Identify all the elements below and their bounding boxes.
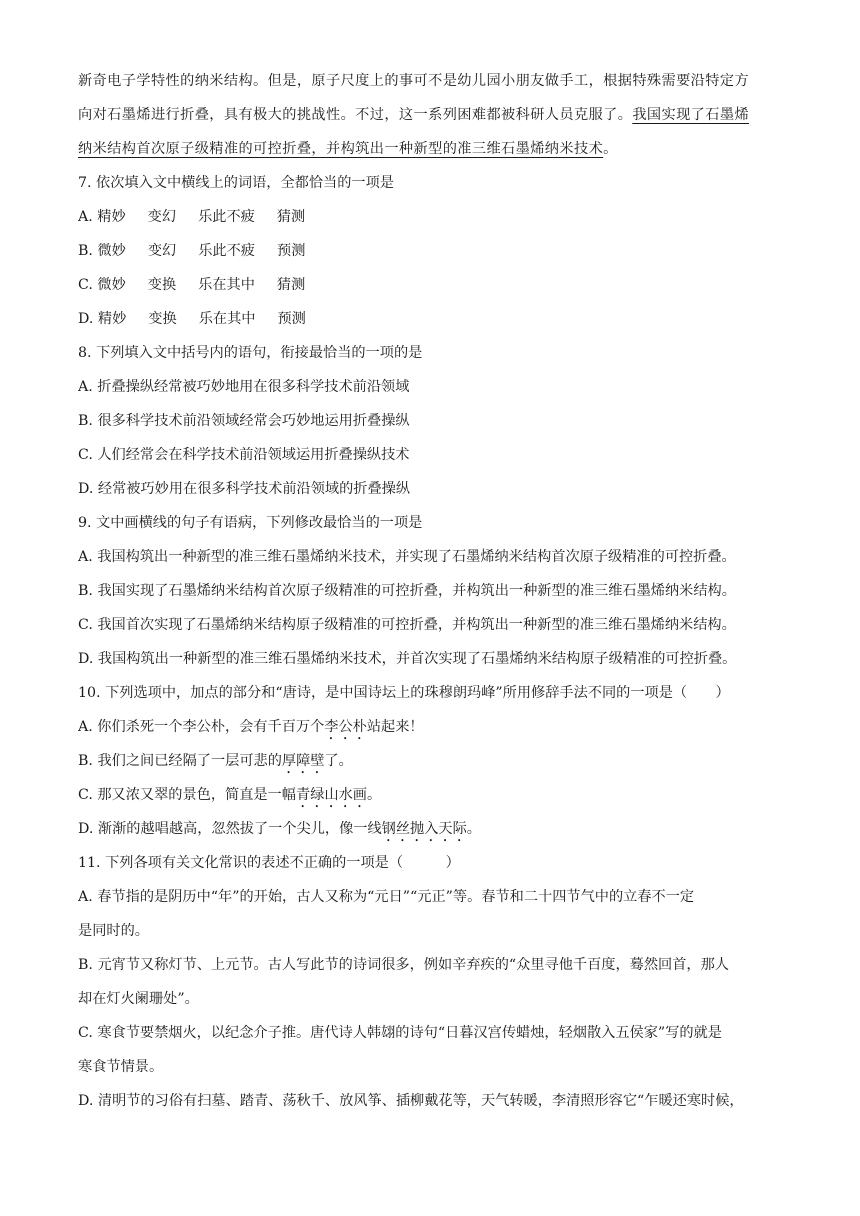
dotted-phrase: 钢丝抛入天际 bbox=[381, 821, 467, 837]
q11-option-a-line2: 是同时的。 bbox=[78, 923, 149, 939]
q7-option-d: D. 精妙 变换 乐在其中 预测 bbox=[78, 311, 306, 327]
q11-option-c-line1: C. 寒食节要禁烟火，以纪念介子推。唐代诗人韩翃的诗句“日暮汉宫传蜡烛，轻烟散入五侯家”写的就是 bbox=[78, 1025, 722, 1041]
q11-option-a-line1: A. 春节指的是阴历中“年”的开始，古人又称为“元日”“元正”等。春节和二十四节气中的立春不一定 bbox=[78, 889, 695, 905]
q8-option-b: B. 很多科学技术前沿领域经常会巧妙地运用折叠操纵 bbox=[78, 413, 410, 429]
q7-option-c: C. 微妙 变换 乐在其中 猜测 bbox=[78, 277, 306, 293]
q11-option-b-line2: 却在灯火阑珊处”。 bbox=[78, 991, 199, 1007]
q10-option-c: C. 那又浓又翠的景色，简直是一幅青绿山水画。 bbox=[78, 787, 382, 803]
q9-option-a: A. 我国构筑出一种新型的准三维石墨烯纳米技术，并实现了石墨烯纳米结构首次原子级精准的可控折叠。 bbox=[78, 549, 736, 565]
q9-option-b: B. 我国实现了石墨烯纳米结构首次原子级精准的可控折叠，并构筑出一种新型的准三维石墨烯纳米结构。 bbox=[78, 583, 736, 599]
underlined-sentence: 我国实现了石墨烯 bbox=[632, 107, 750, 123]
q8-option-d: D. 经常被巧妙用在很多科学技术前沿领域的折叠操纵 bbox=[78, 481, 411, 497]
passage-line bbox=[78, 132, 782, 166]
q11-option-d-line1: D. 清明节的习俗有扫墓、踏青、荡秋千、放风筝、插柳戴花等，天气转暖，李清照形容它“乍暖还寒时候， bbox=[78, 1093, 744, 1109]
q10-option-a: A. 你们杀死一个李公朴，会有千百万个李公朴站起来！ bbox=[78, 719, 424, 735]
passage-line bbox=[78, 98, 782, 132]
q10-option-d: D. 渐渐的越唱越高，忽然拔了一个尖儿，像一线钢丝抛入天际。 bbox=[78, 821, 481, 837]
question-11-stem: 11. 下列各项有关文化常识的表述不正确的一项是（ ） bbox=[78, 855, 460, 871]
q9-option-d: D. 我国构筑出一种新型的准三维石墨烯纳米技术，并首次实现了石墨烯纳米结构原子级精准的可控折叠。 bbox=[78, 651, 737, 667]
q8-option-c: C. 人们经常会在科学技术前沿领域运用折叠操纵技术 bbox=[78, 447, 410, 463]
dotted-phrase: 厚障壁 bbox=[281, 753, 325, 769]
q7-option-b: B. 微妙 变幻 乐此不疲 预测 bbox=[78, 243, 306, 259]
q11-option-b-line1: B. 元宵节又称灯节、上元节。古人写此节的诗词很多，例如辛弃疾的“众里寻他千百度，蓦然回首，那人 bbox=[78, 957, 729, 973]
document-page bbox=[78, 64, 782, 1118]
question-7-stem: 7. 依次填入文中横线上的词语，全都恰当的一项是 bbox=[78, 175, 394, 191]
q9-option-c: C. 我国首次实现了石墨烯纳米结构原子级精准的可控折叠，并构筑出一种新型的准三维石墨烯纳米结构。 bbox=[78, 617, 736, 633]
question-8-stem: 8. 下列填入文中括号内的语句，衔接最恰当的一项的是 bbox=[78, 345, 423, 361]
question-9-stem: 9. 文中画横线的句子有语病，下列修改最恰当的一项是 bbox=[78, 515, 423, 531]
passage-text: 新奇电子学特性的纳米结构。但是，原子尺度上的事可不是幼儿园小朋友做手工，根据特殊需要沿特定方 bbox=[78, 73, 750, 89]
q11-option-c-line2: 寒食节情景。 bbox=[78, 1059, 164, 1075]
q7-option-a: A. 精妙 变幻 乐此不疲 猜测 bbox=[78, 209, 306, 225]
dotted-phrase: 青绿山水画 bbox=[296, 787, 367, 803]
passage-text: 。 bbox=[603, 141, 618, 157]
underlined-sentence: 纳米结构首次原子级精准的可控折叠，并构筑出一种新型的准三维石墨烯纳米技术 bbox=[78, 141, 604, 157]
q10-option-b: B. 我们之间已经隔了一层可悲的厚障壁了。 bbox=[78, 753, 353, 769]
q8-option-a: A. 折叠操纵经常被巧妙地用在很多科学技术前沿领域 bbox=[78, 379, 410, 395]
question-10-stem: 10. 下列选项中，加点的部分和“唐诗，是中国诗坛上的珠穆朗玛峰”所用修辞手法不同的一项是（ ） bbox=[78, 685, 730, 701]
dotted-phrase: 李公朴 bbox=[324, 719, 367, 735]
passage-text: 向对石墨烯进行折叠，具有极大的挑战性。不过，这一系列困难都被科研人员克服了。 bbox=[78, 107, 633, 123]
passage-line bbox=[78, 64, 782, 98]
